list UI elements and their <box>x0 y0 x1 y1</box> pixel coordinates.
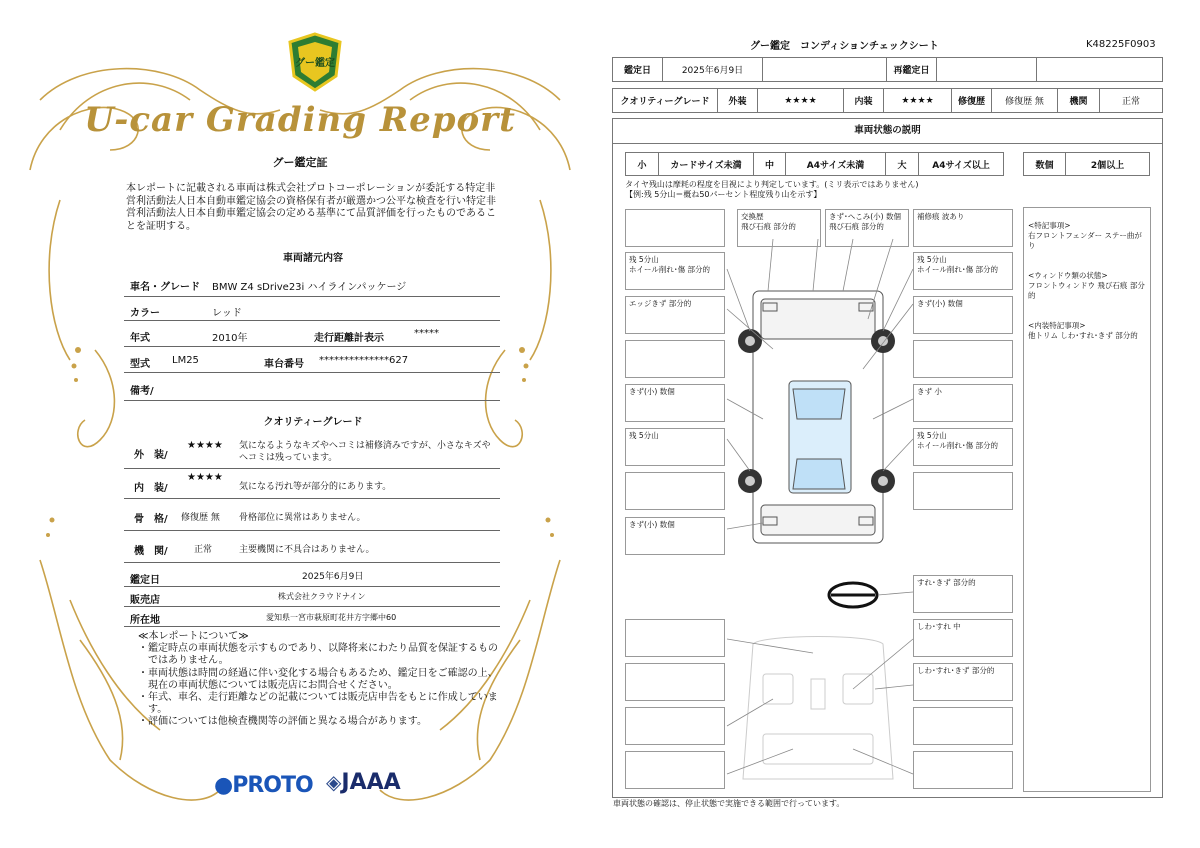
car-top-view <box>753 291 883 543</box>
note-item: ・年式、車名、走行距離などの記載については販売店申告をもとに作成しています。 <box>138 692 498 716</box>
note-box <box>625 663 725 701</box>
special-note: <特記事項> 右フロントフェンダー ステー曲がり <box>1028 221 1142 250</box>
notes-title: ≪本レポートについて≫ <box>138 631 249 642</box>
spec-row-color <box>124 298 500 321</box>
quality-exterior-stars: ★★★★ <box>187 440 223 451</box>
address-label: 所在地 <box>130 615 160 626</box>
note-box <box>625 619 725 657</box>
goo-appraisal-badge <box>286 32 344 92</box>
appraisal-date-value: 2025年6月9日 <box>302 572 364 582</box>
quality-exterior-comment: 気になるようなキズやヘコミは補修済みですが、小さなキズやヘコミは残っています。 <box>239 441 491 463</box>
car-interior-view <box>743 637 893 780</box>
jaaa-logo: ◈JAAA <box>326 770 401 795</box>
date-empty-cell <box>763 58 887 81</box>
appraisal-date-row <box>124 566 500 587</box>
note-box-steering: すれ･きず 部分的 <box>913 575 1013 613</box>
spec-chassis-value: **************627 <box>319 355 409 366</box>
redate-empty-cell <box>1037 58 1162 81</box>
quality-row-frame <box>124 500 500 531</box>
note-box-r-scratch-small: きず 小 <box>913 384 1013 422</box>
quality-interior-stars: ★★★★ <box>187 472 223 483</box>
report-title: U-car Grading Report <box>84 100 516 140</box>
appraisal-date-label: 鑑定日 <box>130 575 160 586</box>
spec-row-model <box>124 348 500 373</box>
special-note-interior: <内装特記事項> 他トリム しわ･すれ･きず 部分的 <box>1028 321 1138 340</box>
note-box-dent: きず･へこみ(小) 数個 飛び石痕 部分的 <box>825 209 909 247</box>
badge-label: グー鑑定 <box>295 58 335 69</box>
repair-label: 修復歴 <box>952 89 992 112</box>
address-value: 愛知県一宮市萩原町花井方字郷中60 <box>266 613 397 622</box>
quality-frame-label: 骨 格/ <box>134 514 168 525</box>
special-note-window: <ウィンドウ類の状態> フロントウィンドウ 飛び石痕 部分的 <box>1028 271 1145 300</box>
quality-frame-comment: 骨格部位に異常はありません。 <box>239 513 366 523</box>
int-stars: ★★★★ <box>884 89 952 112</box>
note-box <box>913 707 1013 745</box>
engine-label: 機関 <box>1058 89 1100 112</box>
dealer-row <box>124 588 500 607</box>
note-box-r-scratch: きず(小) 数個 <box>913 296 1013 334</box>
legend-count-desc: 2個以上 <box>1090 160 1125 171</box>
note-item: ・車両状態は時間の経過に伴い変化する場合もあるため、鑑定日をご確認の上、現在の車両状態については販売店にお問合せください。 <box>138 667 498 691</box>
spec-color-value: レッド <box>212 308 242 319</box>
note-box-repair-paint: 補修痕 波あり <box>913 209 1013 247</box>
certificate-intro: 本レポートに記載される車両は株式会社プロトコーポレーションが委託する特定非営利活動法人日本自動車鑑定協会の資格保有者が厳選かつ公平な検査を行い特定非営利活動法人日本自動車鑑定協会の定める基準にて品質評価を行ったものであることを証明する。 <box>126 183 496 232</box>
tire-note: タイヤ残山は摩耗の程度を目視により判定しています。(ミリ表示ではありません) <box>625 180 919 189</box>
note-box-lf-tire: 残 5分山 ホイール削れ･傷 部分的 <box>625 252 725 290</box>
condition-panel <box>612 118 1163 798</box>
spec-name-value: BMW Z4 sDrive23i ハイラインパッケージ <box>212 282 407 293</box>
report-notes <box>138 631 498 729</box>
quality-engine-label: 機 関/ <box>134 546 168 557</box>
note-box <box>913 472 1013 510</box>
spec-row-remarks <box>124 374 500 401</box>
spec-row-year <box>124 322 500 347</box>
note-box <box>625 340 725 378</box>
note-box <box>913 751 1013 789</box>
spec-year-value: 2010年 <box>212 333 248 344</box>
legend-small: 小 <box>626 153 659 175</box>
note-box <box>625 209 725 247</box>
legend-large-desc: A4サイズ以上 <box>932 160 990 171</box>
note-box <box>913 340 1013 378</box>
spec-model-value: LM25 <box>172 355 199 366</box>
count-legend <box>1023 152 1150 176</box>
dealer-value: 株式会社クラウドナイン <box>278 592 366 601</box>
quality-row-exterior <box>124 434 500 469</box>
redate-value <box>937 58 1037 81</box>
quality-interior-label: 内 装/ <box>134 483 168 494</box>
spec-name-label: 車名・グレード <box>130 282 200 293</box>
note-item: ・鑑定時点の車両状態を示すものであり、以降将来にわたり品質を保証するものではありません。 <box>138 643 498 667</box>
legend-small-desc: カードサイズ未満 <box>659 153 754 175</box>
jaaa-mark-icon: ◈ <box>326 770 342 794</box>
spec-model-label: 型式 <box>130 359 150 370</box>
ext-label: 外装 <box>718 89 758 112</box>
engine-value: 正常 <box>1121 97 1140 107</box>
certificate-title: グー鑑定証 <box>272 156 328 169</box>
sheet-code: K48225F0903 <box>1086 39 1156 50</box>
quality-section-title: クオリティーグレード <box>263 417 363 428</box>
note-box-seat2: しわ･すれ･きず 部分的 <box>913 663 1013 701</box>
quality-exterior-label: 外 装/ <box>134 450 168 461</box>
dealer-label: 販売店 <box>130 595 160 606</box>
legend-mid: 中 <box>754 153 786 175</box>
spec-mileage-value: ***** <box>414 328 439 339</box>
sheet-title: グー鑑定 コンディションチェックシート <box>750 41 939 52</box>
quality-interior-comment: 気になる汚れ等が部分的にあります。 <box>239 482 392 492</box>
condition-check-sheet <box>600 0 1200 848</box>
note-box-rf-tire: 残 5分山 ホイール削れ･傷 部分的 <box>913 252 1013 290</box>
note-box-edge: エッジきず 部分的 <box>625 296 725 334</box>
condition-section-title: 車両状態の説明 <box>613 119 1162 144</box>
legend-mid-desc: A4サイズ未満 <box>786 153 886 175</box>
date-value: 2025年6月9日 <box>663 58 763 81</box>
note-box <box>625 751 725 789</box>
steering-wheel-icon <box>829 583 877 607</box>
quality-engine-value: 正常 <box>194 545 213 555</box>
note-box-rr-tire: 残 5分山 ホイール削れ･傷 部分的 <box>913 428 1013 466</box>
spec-color-label: カラー <box>130 308 160 319</box>
spec-remarks-label: 備考/ <box>130 386 154 397</box>
note-box-seat1: しわ･すれ 中 <box>913 619 1013 657</box>
proto-mark-icon: ● <box>214 773 233 798</box>
note-box <box>625 472 725 510</box>
quality-engine-comment: 主要機関に不具合はありません。 <box>239 545 375 555</box>
spec-chassis-label: 車台番号 <box>264 359 304 370</box>
spec-section-title: 車両諸元内容 <box>283 253 343 264</box>
note-item: ・評価については他検査機関等の評価と異なる場合があります。 <box>138 716 427 728</box>
legend-large: 大 <box>886 153 919 175</box>
int-label: 内装 <box>844 89 884 112</box>
date-table <box>612 57 1163 82</box>
spec-year-label: 年式 <box>130 333 150 344</box>
legend-count: 数個 <box>1024 153 1066 175</box>
note-box-exchange: 交換歴 飛び石痕 部分的 <box>737 209 821 247</box>
ext-stars: ★★★★ <box>758 89 844 112</box>
note-box-rear: きず(小) 数個 <box>625 517 725 555</box>
spec-mileage-label: 走行距離計表示 <box>314 333 384 344</box>
note-box <box>625 707 725 745</box>
redate-label: 再鑑定日 <box>887 58 937 81</box>
spec-row-name <box>124 270 500 297</box>
date-label: 鑑定日 <box>613 58 663 81</box>
special-notes-panel <box>1023 207 1151 792</box>
note-box-lr-tire: 残 5分山 <box>625 428 725 466</box>
sheet-footer: 車両状態の確認は、停止状態で実施できる範囲で行っています。 <box>613 799 845 808</box>
proto-logo: ●PROTO <box>214 773 313 798</box>
quality-row-engine <box>124 532 500 563</box>
grade-table <box>612 88 1163 113</box>
quality-row-interior <box>124 470 500 499</box>
tire-example: 【例:残 5分山＝概ね50パーセント程度残り山を示す】 <box>625 190 822 199</box>
repair-value: 修復歴 無 <box>992 89 1058 112</box>
quality-frame-value: 修復歴 無 <box>181 513 220 523</box>
grade-label: クオリティーグレード <box>613 89 718 112</box>
note-box-l-scratch: きず(小) 数個 <box>625 384 725 422</box>
address-row <box>124 608 500 627</box>
